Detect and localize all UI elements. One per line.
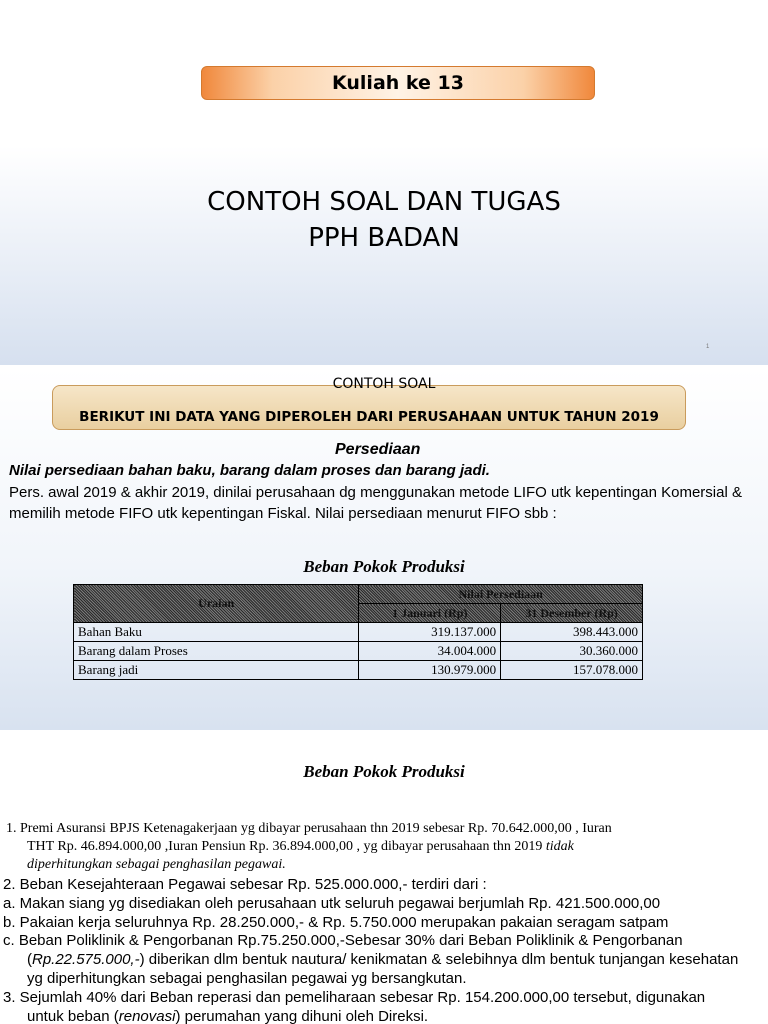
item-c-amount: Rp.22.575.000,- (32, 951, 140, 969)
title-line-2: PPH BADAN (308, 223, 460, 253)
example-slide (0, 368, 768, 730)
item-a: a. Makan siang yg disediakan oleh perusahaan utk seluruh pegawai berjumlah Rp. 421.500.000,00 (3, 894, 661, 912)
item-1 (6, 820, 758, 874)
title-slide (0, 0, 768, 365)
slide-title (0, 184, 768, 256)
contoh-soal-label: CONTOH SOAL (332, 376, 436, 392)
row-dec-value: 157.078.000 (501, 661, 643, 680)
header-dec: 31 Desember (Rp) (501, 604, 643, 623)
row-dec-value: 398.443.000 (501, 623, 643, 642)
inventory-table (73, 584, 643, 680)
row-jan-value: 130.979.000 (359, 661, 501, 680)
item-c-line-2: (Rp.22.575.000,-) diberikan dlm bentuk nautura/ kenikmatan & selebihnya dlm bentuk tunjangan kesehatan (27, 951, 739, 969)
slide3-title: Beban Pokok Produksi (303, 762, 465, 781)
row-jan-value: 319.137.000 (359, 623, 501, 642)
header-nilai: Nilai Persediaan (359, 585, 643, 604)
item-1-line-1: 1. Premi Asuransi BPJS Ketenagakerjaan yg dibayar perusahaan thn 2019 sebesar Rp. 70.642.000,00 , Iuran (6, 821, 612, 836)
title-line-1: CONTOH SOAL DAN TUGAS (207, 187, 561, 217)
items-2-3 (3, 876, 765, 1024)
lecture-number-box: Kuliah ke 13 (201, 66, 595, 100)
item-c-line-3: yg diperhitungkan sebagai penghasilan pegawai yg bersangkutan. (27, 969, 467, 987)
table-row (74, 661, 643, 680)
banner-text: BERIKUT INI DATA YANG DIPEROLEH DARI PERUSAHAAN UNTUK TAHUN 2019 (79, 409, 659, 425)
item-3-renovasi: renovasi (118, 1007, 176, 1024)
item-1-line-3: diperhitungkan sebagai penghasilan pegawai. (27, 857, 286, 872)
inventory-subtitle: Nilai persediaan bahan baku, barang dalam proses dan barang jadi. (9, 462, 490, 479)
inventory-paragraph: Pers. awal 2019 & akhir 2019, dinilai perusahaan dg menggunakan metode LIFO utk kepentingan Komersial & memilih metode FIFO utk kepentingan Fiskal. Nilai persediaan menurut FIFO sbb : (9, 484, 742, 522)
row-label: Barang jadi (74, 661, 359, 680)
table-title: Beban Pokok Produksi (303, 557, 465, 576)
row-label: Barang dalam Proses (74, 642, 359, 661)
item-1-tidak: tidak (545, 839, 574, 854)
row-jan-value: 34.004.000 (359, 642, 501, 661)
header-uraian: Uraian (74, 585, 359, 623)
header-jan: 1 Januari (Rp) (359, 604, 501, 623)
item-3-line-1: 3. Sejumlah 40% dari Beban reperasi dan pemeliharaan sebesar Rp. 154.200.000,00 tersebut, digunakan (3, 988, 706, 1006)
item-c-line-1: c. Beban Poliklinik & Pengorbanan Rp.75.250.000,-Sebesar 30% dari Beban Poliklinik & Pengorbanan (3, 932, 683, 950)
item-3-line-2: untuk beban (renovasi) perumahan yang dihuni oleh Direksi. (27, 1007, 429, 1024)
page-number: 1 (706, 344, 710, 350)
table-row (74, 623, 643, 642)
item-b: b. Pakaian kerja seluruhnya Rp. 28.250.000,- & Rp. 5.750.000 merupakan pakaian seragam satpam (3, 913, 669, 931)
row-label: Bahan Baku (74, 623, 359, 642)
item-1-line-2: THT Rp. 46.894.000,00 ,Iuran Pensiun Rp. 36.894.000,00 , yg dibayar perusahaan thn 2019 tidak (27, 839, 574, 854)
table-row (74, 642, 643, 661)
item-2: 2. Beban Kesejahteraan Pegawai sebesar Rp. 525.000.000,- terdiri dari : (3, 876, 487, 893)
cost-slide (0, 730, 768, 1024)
section-heading: Persediaan (335, 441, 421, 458)
row-dec-value: 30.360.000 (501, 642, 643, 661)
